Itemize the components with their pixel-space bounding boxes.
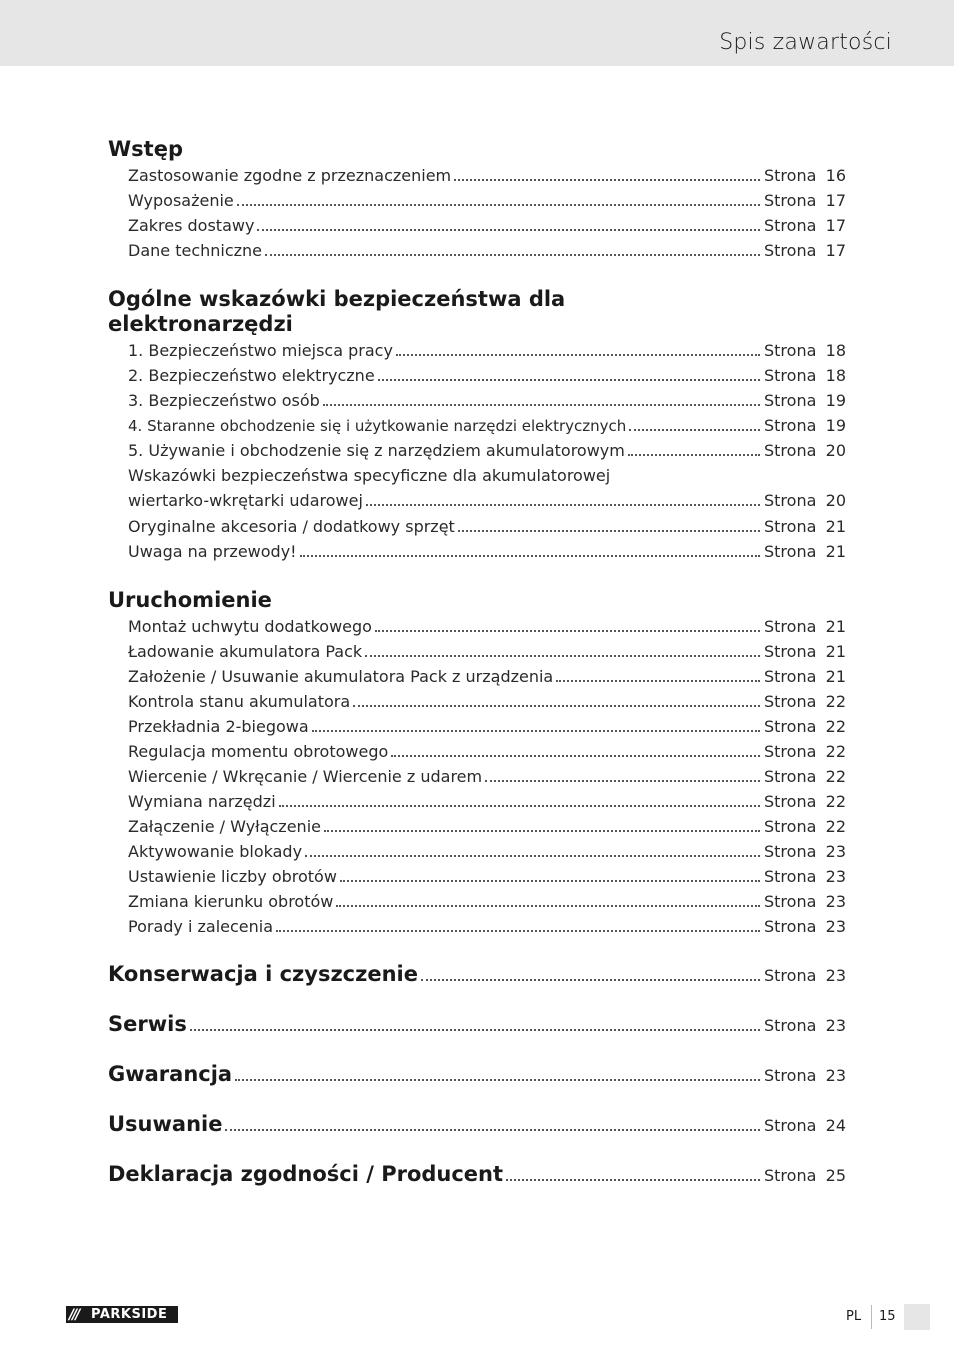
header-bar <box>0 0 954 66</box>
toc-main-entry[interactable]: Usuwanie Strona 24 <box>108 1112 846 1136</box>
toc-entry[interactable]: Założenie / Usuwanie akumulatora Pack z urządzenia Strona 21 <box>128 667 846 686</box>
toc-entry[interactable]: Uwaga na przewody! Strona 21 <box>128 542 846 561</box>
toc-entry[interactable]: Regulacja momentu obrotowego Strona 22 <box>128 742 846 761</box>
toc-entry[interactable]: Montaż uchwytu dodatkowego Strona 21 <box>128 617 846 636</box>
toc-entry[interactable]: 4. Staranne obchodzenie się i użytkowanie narzędzi elektrycznych Strona 19 <box>128 416 846 435</box>
toc-entry[interactable]: 1. Bezpieczeństwo miejsca pracy Strona 18 <box>128 341 846 360</box>
toc-entry[interactable]: Wymiana narzędzi Strona 22 <box>128 792 846 811</box>
toc-entry[interactable]: Kontrola stanu akumulatora Strona 22 <box>128 692 846 711</box>
toc-entry[interactable]: Zastosowanie zgodne z przeznaczeniem Strona 16 <box>128 166 846 185</box>
toc-entry[interactable]: Przekładnia 2-biegowa Strona 22 <box>128 717 846 736</box>
toc-entry[interactable]: Zakres dostawy Strona 17 <box>128 216 846 235</box>
footer-tab-marker <box>904 1304 930 1330</box>
toc-entry[interactable]: 3. Bezpieczeństwo osób Strona 19 <box>128 391 846 410</box>
footer-divider <box>871 1305 872 1329</box>
toc-entry[interactable]: Wyposażenie Strona 17 <box>128 191 846 210</box>
toc-entry[interactable]: Oryginalne akcesoria / dodatkowy sprzęt Strona 21 <box>128 517 846 536</box>
logo-brand-text: PARKSIDE <box>91 1307 168 1322</box>
toc-main-entry[interactable]: Gwarancja Strona 23 <box>108 1062 846 1086</box>
section-title-wstep: Wstęp <box>108 137 183 161</box>
toc-entry[interactable]: Porady i zalecenia Strona 23 <box>128 917 846 936</box>
toc-main-entry[interactable]: Konserwacja i czyszczenie Strona 23 <box>108 962 846 986</box>
section-title-bezpieczenstwo-line2: elektronarzędzi <box>108 312 293 336</box>
parkside-logo <box>66 1306 178 1323</box>
toc-entry[interactable]: Aktywowanie blokady Strona 23 <box>128 842 846 861</box>
toc-entry[interactable]: 2. Bezpieczeństwo elektryczne Strona 18 <box>128 366 846 385</box>
toc-entry[interactable]: Dane techniczne Strona 17 <box>128 241 846 260</box>
section-title-bezpieczenstwo: Ogólne wskazówki bezpieczeństwa dla <box>108 287 566 311</box>
logo-slashes-icon: /// <box>69 1306 79 1323</box>
section-title-uruchomienie: Uruchomienie <box>108 588 272 612</box>
toc-entry[interactable]: Załączenie / Wyłączenie Strona 22 <box>128 817 846 836</box>
toc-entry[interactable]: Wiercenie / Wkręcanie / Wiercenie z udarem Strona 22 <box>128 767 846 786</box>
page-title: Spis zawartości <box>719 30 892 55</box>
language-code: PL <box>846 1309 862 1324</box>
toc-entry[interactable]: Ładowanie akumulatora Pack Strona 21 <box>128 642 846 661</box>
toc-main-entry[interactable]: Serwis Strona 23 <box>108 1012 846 1036</box>
toc-entry[interactable]: Ustawienie liczby obrotów Strona 23 <box>128 867 846 886</box>
toc-entry-line1: Wskazówki bezpieczeństwa specyficzne dla akumulatorowej <box>128 466 611 485</box>
page-number: 15 <box>879 1309 896 1324</box>
toc-entry[interactable]: wiertarko-wkrętarki udarowej Strona 20 <box>128 491 846 510</box>
toc-entry[interactable]: 5. Używanie i obchodzenie się z narzędziem akumulatorowym Strona 20 <box>128 441 846 460</box>
toc-main-entry[interactable]: Deklaracja zgodności / Producent Strona 25 <box>108 1162 846 1186</box>
toc-entry[interactable]: Zmiana kierunku obrotów Strona 23 <box>128 892 846 911</box>
